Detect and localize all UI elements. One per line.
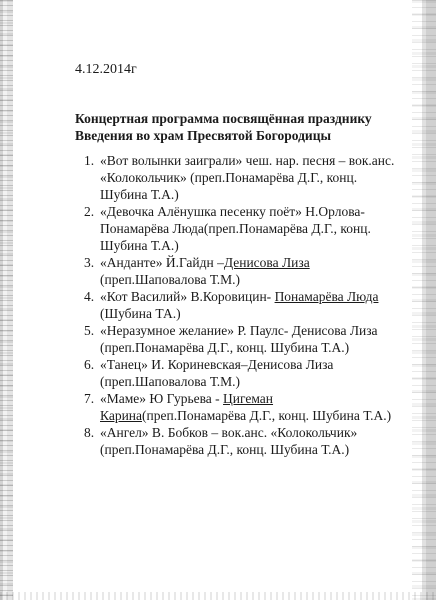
- program-title: [75, 110, 405, 144]
- program-list: [84, 152, 429, 458]
- program-text: «Девочка Алёнушка песенку поёт» Н.Орлова-: [100, 204, 365, 219]
- program-item-line: [100, 407, 429, 424]
- program-item-line: [100, 339, 429, 356]
- program-text: «Маме» Ю Гурьева -: [100, 391, 224, 406]
- program-item-line: [100, 152, 429, 169]
- scan-edge-left: [0, 0, 13, 600]
- program-item: [84, 288, 429, 322]
- program-item-number: 3.: [84, 255, 95, 270]
- program-text: Шубина Т.А.): [100, 187, 179, 202]
- program-item-line: [100, 288, 429, 305]
- program-title-line-2: Введения во храм Пресвятой Богородицы: [75, 128, 332, 143]
- program-item-number: 6.: [84, 357, 95, 372]
- program-item-number: 1.: [84, 153, 95, 168]
- program-text: «Анданте» Й.Гайдн –: [100, 255, 224, 270]
- program-item-line: [100, 203, 429, 220]
- program-text: (преп.Понамарёва Д.Г., конц. Шубина Т.А.): [142, 408, 392, 423]
- performer-name: Понамарёва Люда: [274, 289, 379, 304]
- program-text: (Шубина ТА.): [100, 306, 181, 321]
- program-item: [84, 203, 429, 254]
- program-item: [84, 152, 429, 203]
- program-text: Понамарёва Люда(преп.Понамарёва Д.Г., конц.: [100, 221, 371, 236]
- program-item-line: [100, 390, 429, 407]
- program-text: «Танец» И. Кориневская–Денисова Лиза: [100, 357, 334, 372]
- program-text: (преп.Понамарёва Д.Г., конц. Шубина Т.А.): [100, 442, 350, 457]
- program-item: [84, 254, 429, 288]
- program-text: «Неразумное желание» Р. Паулс- Денисова Лиза: [100, 323, 378, 338]
- program-item-line: [100, 356, 429, 373]
- program-item-line: [100, 254, 429, 271]
- program-item-line: [100, 441, 429, 458]
- program-item-number: 7.: [84, 391, 95, 406]
- program-text: (преп.Шаповалова Т.М.): [100, 272, 240, 287]
- program-text: «Ангел» В. Бобков – вок.анс. «Колокольчик»: [100, 425, 358, 440]
- program-text: «Вот волынки заиграли» чеш. нар. песня – вок.анс.: [100, 153, 395, 168]
- program-text: «Кот Василий» В.Коровицин-: [100, 289, 275, 304]
- program-text: (преп.Понамарёва Д.Г., конц. Шубина Т.А.): [100, 340, 350, 355]
- program-item: [84, 390, 429, 424]
- program-item-line: [100, 237, 429, 254]
- program-text: (преп.Шаповалова Т.М.): [100, 374, 240, 389]
- program-item-line: [100, 373, 429, 390]
- program-item-line: [100, 322, 429, 339]
- program-text: Шубина Т.А.): [100, 238, 179, 253]
- program-item-number: 2.: [84, 204, 95, 219]
- program-item: [84, 356, 429, 390]
- program-title-line-1: Концертная программа посвящённая празднику: [75, 111, 372, 126]
- program-item-line: [100, 305, 429, 322]
- program-item: [84, 322, 429, 356]
- program-item-line: [100, 271, 429, 288]
- program-text: «Колокольчик» (преп.Понамарёва Д.Г., конц.: [100, 170, 358, 185]
- program-item-line: [100, 424, 429, 441]
- program-item-number: 4.: [84, 289, 95, 304]
- program-item-line: [100, 186, 429, 203]
- program-item: [84, 424, 429, 458]
- program-item-number: 5.: [84, 323, 95, 338]
- performer-name: Денисова Лиза: [223, 255, 310, 270]
- document-date: 4.12.2014г: [75, 62, 137, 77]
- scan-edge-bottom: [0, 592, 436, 600]
- program-item-line: [100, 220, 429, 237]
- performer-name: Цигеман: [223, 391, 274, 406]
- program-item-line: [100, 169, 429, 186]
- program-item-number: 8.: [84, 425, 95, 440]
- performer-name: Карина: [100, 408, 143, 423]
